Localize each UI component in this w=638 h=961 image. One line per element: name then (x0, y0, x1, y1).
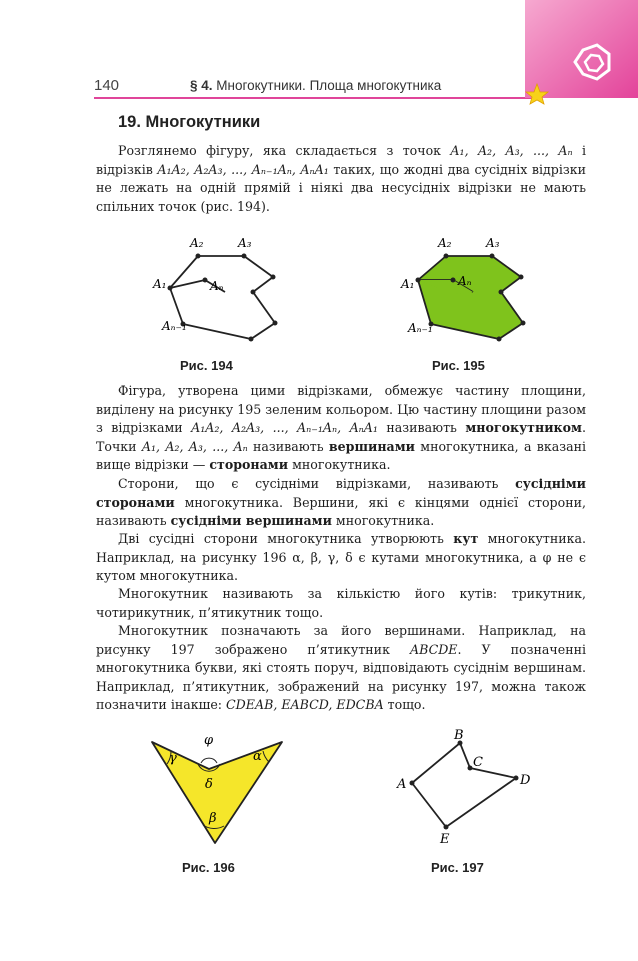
section-number: § 4. (190, 78, 213, 93)
section-name: Многокутники. Площа многокутника (212, 78, 442, 93)
fig194-label-a2: A₂ (190, 236, 204, 250)
fig196-label-alpha: α (253, 749, 262, 764)
p2-text-3: . Точки (96, 420, 586, 454)
paragraph-1 (96, 142, 586, 216)
p2-text-2: називають (377, 420, 466, 436)
figure-196 (145, 728, 290, 853)
fig197-label-d: D (520, 773, 531, 788)
term-adjacent-vertices: сусідніми вершинами (170, 513, 332, 529)
paragraph-5 (96, 585, 586, 622)
fig195-fill-2 (418, 256, 523, 339)
running-header (190, 78, 441, 93)
p3-text-2: многокутника. Вершини, які є кінцями однієї сторони, називають (96, 494, 586, 529)
p2-text-6: многокутника. (288, 457, 391, 473)
p1-points: A₁, A₂, A₃, ..., Aₙ (450, 143, 573, 158)
caption-fig-197: Рис. 197 (431, 860, 484, 875)
fig197-label-c: C (473, 755, 483, 770)
caption-fig-194: Рис. 194 (180, 358, 233, 373)
term-vertices: вершинами (328, 438, 415, 454)
p6-text-1: Многокутник позначають за його вершинами. Наприклад, на рисунку 197 зображено п’ятикутник (96, 623, 586, 657)
p3-text-1: Сторони, що є сусідніми відрізками, називають (118, 476, 516, 491)
paragraph-4 (96, 530, 586, 586)
fig195-label-a2: A₂ (438, 236, 452, 250)
p6-other-names: CDEAB, EABCD, EDCBA (226, 697, 384, 713)
caption-fig-195: Рис. 195 (432, 358, 485, 373)
fig194-label-an1: Aₙ₋₁ (162, 319, 187, 333)
figure-197 (392, 728, 537, 853)
figure-195 (398, 228, 558, 353)
fig197-pentagon (412, 743, 516, 827)
fig194-label-an: Aₙ (210, 279, 224, 293)
corner-decoration (525, 0, 638, 105)
p6-name-abcde: ABCDE (409, 641, 458, 657)
p2-segments: A₁A₂, A₂A₃, ..., Aₙ₋₁Aₙ, AₙA₁ (191, 420, 378, 436)
paragraph-2 (96, 382, 586, 475)
fig196-label-gamma: γ (169, 751, 177, 766)
p1-text-1: Розглянемо фігуру, яка складається з точок (118, 143, 451, 158)
fig197-label-e: E (440, 832, 450, 847)
header-rule (94, 97, 539, 99)
p1-text-2: таких, що жодні два сусідніх відрізки не лежать на одній прямій і ніякі два несусідніх відрізки не мають спільних точок (рис. 194). (96, 161, 586, 214)
p1-join: і відрізків (96, 143, 586, 177)
fig196-label-phi: φ (204, 733, 214, 748)
term-sides: сторонами (209, 457, 289, 473)
p2-text-4: називають (247, 438, 329, 454)
page-number: 140 (94, 77, 120, 94)
term-adjacent-sides: сусідніми сторонами (96, 476, 586, 510)
fig195-label-an: Aₙ (458, 274, 472, 288)
fig197-label-b: B (454, 728, 464, 743)
fig194-label-a3: A₃ (238, 236, 252, 250)
p6-text-2: . У позначенні многокутника букви, які стоять поруч, відповідають сусіднім вершинам. Наприклад, п’ятикутник, зображений на рисунку 197, можна також позначити інакше: (96, 641, 587, 713)
p3-text-3: многокутника. (331, 513, 435, 529)
section-title: 19. Многокутники (118, 113, 261, 131)
fig195-label-a1: A₁ (401, 277, 415, 291)
fig196-label-beta: β (209, 811, 217, 826)
corner-tab (525, 0, 638, 98)
p2-text-5: многокутника, а вказані вище відрізки — (96, 438, 587, 473)
p4-text-2: многокутника. Наприклад, на рисунку 196 α, β, γ, δ є кутами многокутника, а φ не є кутом многокутника. (96, 531, 587, 584)
fig196-arc-phi (201, 758, 217, 763)
p2-points: A₁, A₂, A₃, ..., Aₙ (141, 438, 248, 454)
fig195-label-an1: Aₙ₋₁ (408, 321, 433, 335)
paragraph-3 (96, 475, 586, 531)
p5-text-1: Многокутник називають за кількістю його кутів: трикутник, чотирикутник, п’ятикутник тощо. (96, 586, 586, 620)
term-angle: кут (453, 531, 479, 546)
figure-194 (150, 228, 310, 353)
fig195-label-a3: A₃ (486, 236, 500, 250)
p1-segments: A₁A₂, A₂A₃, ..., Aₙ₋₁Aₙ, AₙA₁ (157, 161, 329, 177)
caption-fig-196: Рис. 196 (182, 860, 235, 875)
p6-text-3: тощо. (383, 697, 426, 713)
p4-text-1: Дві сусідні сторони многокутника утворюють (118, 531, 454, 546)
p2-text-1: Фігура, утворена цими відрізками, обмежує частину площини, виділену на рисунку 195 зеленим кольором. Цю частину площини разом з відрізками (96, 383, 586, 436)
term-polygon: многокутником (465, 420, 582, 436)
fig196-label-delta: δ (205, 777, 213, 792)
paragraph-6 (96, 622, 586, 715)
fig194-label-a1: A₁ (153, 277, 167, 291)
fig197-label-a: A (397, 777, 407, 792)
